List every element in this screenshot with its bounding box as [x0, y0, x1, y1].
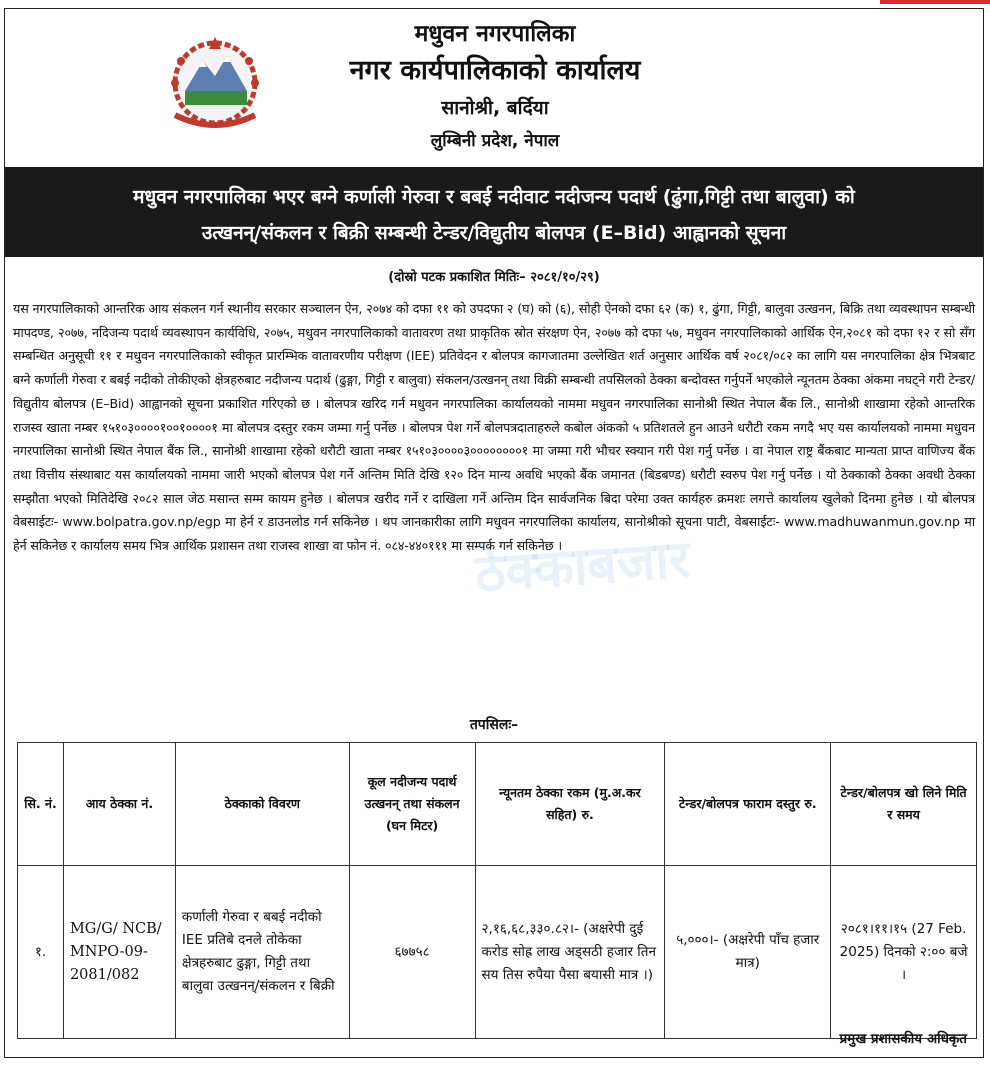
- watermark: ठेक्काबजार: [473, 529, 692, 605]
- table-row: [18, 866, 977, 1039]
- notice-title-line1: मधुवन नगरपालिका भएर बग्ने कर्णाली गेरुवा र बबई नदीवाट नदीजन्य पदार्थ (ढुंगा,गिट्टी तथा बालुवा) को: [133, 186, 855, 208]
- col-header-opening: टेन्डर/बोलपत्र खो लिने मिति र समय: [831, 743, 977, 866]
- notice-body: यस नगरपालिकाको आन्तरिक आय संकलन गर्न स्थानीय सरकार सञ्चालन ऐन, २०७४ को दफा ११ को उपदफा २ (घ) को (६), सोही ऐनको दफा ६२ (क) १, ढुंगा, गिट्टी, बालुवा उत्खनन, बिक्रि तथा व्यवस्थापन सम्बन्धी मापदण्ड, २०७७, नदिजन्य पदार्थ व्यवस्थापन कार्यविधि, २०७५, मधुवन नगरपालिकाको वातावरण तथा प्राकृतिक स्रोत संरक्षण ऐन, २०७७ को दफा ५७, मधुवन नगरपालिकाको आर्थिक ऐन,२०८१ को दफा १२ र सो सँग सम्बन्धित अनुसूची ११ र मधुवन नगरपालिकाको स्वीकृत प्रारम्भिक वातावरणीय परीक्षण (IEE) प्रतिवेदन र बोलपत्र कागजातमा उल्लेखित शर्त अनुसार आर्थिक वर्ष २०८१/०८२ का लागि यस नगरपालिका क्षेत्र भित्रबाट बग्ने कर्णाली गेरुवा र बबई नदीको तोकीएको क्षेत्रहरुबाट नदीजन्य पदार्थ (ढुङ्गा, गिट्टी र बालुवा) संकलन/उत्खनन् तथा विक्री सम्बन्धी तपसिलको ठेक्का बन्दोवस्त गर्नुपर्ने भएकोले न्यूनतम ठेक्का अंकमा नघट्ने गरी टेन्डर/विद्युतीय बोलपत्र (E–Bid) आह्वानको सूचना प्रकाशित गरिएको छ । बोलपत्र खरिद गर्न मधुवन नगरपालिका कार्यालयको नाममा मधुवन नगरपालिका सानोश्री स्थित नेपाल बैंक लि., सानोश्री शाखामा रहेको आन्तरिक राजस्व खाता नम्बर १५१०३००००१००१००००१ मा बोलपत्र दस्तुर रकम जम्मा गर्नु पर्नेछ । बोलपत्र पेश गर्ने बोलपत्रदाताहरुले कबोल अंकको ५ प्रतिशतले हुन आउने धरौटी रकम नगदै भए यस कार्यालयको नाममा मधुवन नगरपालिका सानोश्री स्थित नेपाल बैंक लि., सानोश्री शाखामा रहेको धरौटी खाता नम्बर १५१०३००००३००००००००१ मा जम्मा गरी भौचर स्क्यान गरी पेश गर्नु पर्नेछ । वा नेपाल राष्ट्र बैंकबाट मान्यता प्राप्त वाणिज्य बैंक तथा वित्तीय संस्थाबाट यस कार्यालयको नाममा जारी भएको बोलपत्र पेश गर्ने अन्तिम मिति देखि १२० दिन मान्य अवधि भएको बैंक जमानत (बिडबण्ड) धरौटी स्वरुप पेश गर्नु पर्नेछ । यो ठेक्काको ठेक्का अवधी ठेक्का सम्झौता भएको मितिदेखि २०८२ साल जेठ मसान्त सम्म कायम हुनेछ । बोलपत्र खरीद गर्ने र दाखिला गर्ने अन्तिम दिन सार्वजनिक बिदा परेमा उक्त कार्यहरु क्रमशः लगत्ते कार्यालय खुलेको दिनमा हुनेछ । यो बोलपत्र वेबसाईटः- www.bolpatra.gov.np/egp मा हेर्न र डाउनलोड गर्न सकिनेछ । थप जानकारीका लागि मधुवन नगरपालिका कार्यालय, सानोश्रीको सूचना पाटी, वेबसाईटः- www.madhuwanmun.gov.np मा हेर्न सकिनेछ र कार्यालय समय भित्र आर्थिक प्रशासन तथा राजस्व शाखा वा फोन नं. ०८४-४४०१११ मा सम्पर्क गर्न सकिनेछ ।: [13, 301, 975, 554]
- office-location: सानोश्री, बर्दिया: [441, 97, 549, 119]
- tender-table: [17, 742, 977, 1039]
- col-header-quantity: कूल नदीजन्य पदार्थ उत्खनन् तथा संकलन (घन मिटर): [349, 743, 475, 866]
- cell-opening: २०८१।११।१५ (27 Feb. 2025) दिनको २:०० बजे ।: [831, 866, 977, 1039]
- province-name: लुम्बिनी प्रदेश, नेपाल: [430, 131, 560, 151]
- cell-contract-no: MG/G/ NCB/ MNPO-09- 2081/082: [63, 866, 175, 1039]
- corner-mark: [880, 0, 990, 4]
- cell-sn: १.: [18, 866, 64, 1039]
- nepal-emblem-icon: [155, 31, 275, 136]
- cell-quantity: ६७७५८: [349, 866, 475, 1039]
- details-heading: तपसिलः–: [469, 717, 519, 733]
- col-header-contract-no: आय ठेक्का नं.: [63, 743, 175, 866]
- notice-frame: [4, 8, 984, 1058]
- signatory-title: प्रमुख प्रशासकीय अधिकृत: [839, 1031, 967, 1047]
- office-name: नगर कार्यपालिकाको कार्यालय: [349, 55, 641, 86]
- col-header-min-amount: न्यूनतम ठेक्का रकम (मु.अ.कर सहित) रु.: [475, 743, 665, 866]
- cell-description: कर्णाली गेरुवा र बबई नदीको IEE प्रतिबे दनले तोकेका क्षेत्रहरुबाट ढुङ्गा, गिट्टी तथा बालुवा उत्खनन्/संकलन र बिक्री: [175, 866, 349, 1039]
- col-header-sn: सि. नं.: [18, 743, 64, 866]
- office-heading: [265, 17, 725, 157]
- table-header-row: [18, 743, 977, 866]
- letterhead: [5, 9, 983, 169]
- municipality-name: मधुवन नगरपालिका: [414, 21, 576, 47]
- col-header-description: ठेक्काको विवरण: [175, 743, 349, 866]
- notice-title-banner: [5, 167, 983, 257]
- publication-date: (दोस्रो पटक प्रकाशित मितिः– २०८१/१०/२९): [388, 270, 600, 285]
- cell-min-amount: २,१६,६८,३३०.८२।- (अक्षरेपी दुई करोड सोह्र लाख अड्सठी हजार तिन सय तिस रुपैया पैसा बयासी मात्र ।): [475, 866, 665, 1039]
- cell-form-fee: ५,०००।- (अक्षरेपी पाँच हजार मात्र): [665, 866, 831, 1039]
- col-header-form-fee: टेन्डर/बोलपत्र फाराम दस्तुर रु.: [665, 743, 831, 866]
- notice-title-line2: उत्खनन्/संकलन र बिक्री सम्बन्धी टेन्डर/विद्युतीय बोलपत्र (E–Bid) आह्वानको सूचना: [201, 222, 787, 244]
